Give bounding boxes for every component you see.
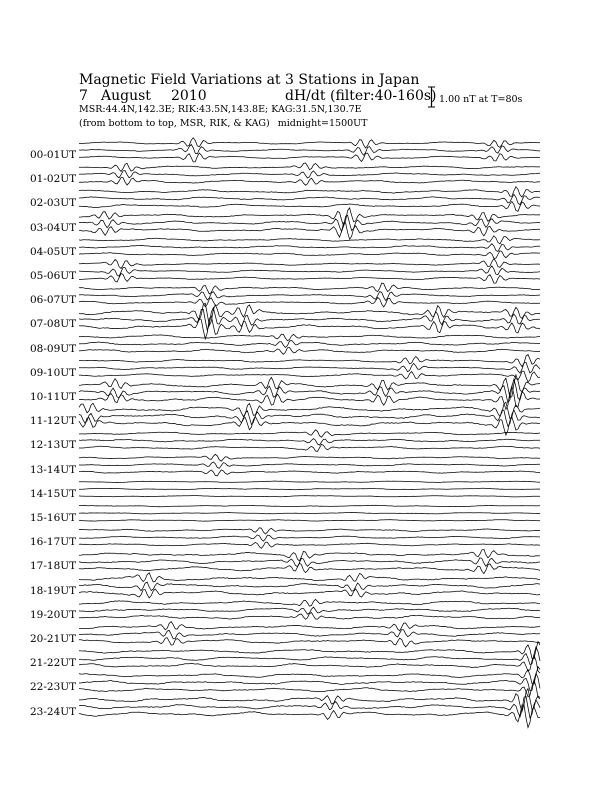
trace-04-05UT-MSR (79, 251, 540, 259)
trace-09-10UT-MSR (79, 371, 540, 382)
trace-01-02UT-KAG (79, 163, 540, 172)
trace-11-12UT-RIK (79, 410, 540, 426)
trace-09-10UT-RIK (79, 362, 540, 373)
trace-13-14UT-MSR (79, 470, 540, 476)
trace-00-01UT-KAG (79, 138, 540, 148)
trace-09-10UT-KAG (79, 355, 540, 367)
trace-01-02UT-RIK (79, 171, 540, 178)
trace-10-11UT-RIK (79, 379, 540, 402)
trace-18-19UT-RIK (79, 582, 540, 591)
hour-label: 22-23UT (30, 681, 77, 694)
trace-16-17UT-RIK (79, 535, 540, 541)
trace-04-05UT-RIK (79, 244, 540, 252)
trace-05-06UT-RIK (79, 266, 540, 276)
trace-11-12UT-KAG (79, 402, 540, 418)
trace-02-03UT-MSR (79, 202, 540, 212)
chart-title: Magnetic Field Variations at 3 Stations in Japan (79, 72, 420, 88)
trace-18-19UT-MSR (79, 589, 540, 598)
hour-label: 09-10UT (30, 366, 77, 379)
trace-10-11UT-MSR (79, 386, 540, 410)
trace-00-01UT-RIK (79, 144, 540, 155)
hour-label: 10-11UT (30, 391, 77, 403)
trace-10-11UT-KAG (79, 375, 540, 398)
hour-label: 15-16UT (30, 512, 77, 524)
trace-11-12UT-MSR (79, 417, 540, 435)
hour-label: 01-02UT (30, 173, 77, 186)
hour-label: 19-20UT (30, 608, 77, 621)
hour-label: 16-17UT (30, 536, 77, 549)
trace-02-03UT-RIK (79, 194, 540, 204)
hour-label: 04-05UT (30, 245, 77, 258)
trace-08-09UT-MSR (79, 348, 540, 355)
trace-20-21UT-KAG (79, 622, 540, 631)
trace-02-03UT-KAG (79, 187, 540, 197)
trace-16-17UT-MSR (79, 542, 540, 548)
hour-label: 06-07UT (30, 294, 77, 307)
trace-17-18UT-RIK (79, 558, 540, 567)
trace-06-07UT-RIK (79, 292, 540, 301)
trace-12-13UT-RIK (79, 439, 540, 446)
hour-label: 08-09UT (30, 342, 77, 355)
station-coordinates: MSR:44.4N,142.3E; RIK:43.5N,143.8E; KAG:31.5N,130.7E (79, 104, 362, 115)
trace-08-09UT-RIK (79, 340, 540, 347)
trace-19-20UT-KAG (79, 599, 540, 606)
trace-12-13UT-KAG (79, 430, 540, 437)
trace-06-07UT-KAG (79, 283, 540, 294)
trace-16-17UT-KAG (79, 528, 540, 534)
trace-22-23UT-MSR (79, 680, 540, 699)
hour-label: 14-15UT (30, 487, 77, 500)
trace-01-02UT-MSR (79, 178, 540, 186)
trace-15-16UT-MSR (79, 520, 540, 522)
trace-00-01UT-MSR (79, 153, 540, 162)
hour-label: 07-08UT (30, 318, 77, 331)
order-note: (from bottom to top, MSR, RIK, & KAG) (79, 118, 270, 129)
trace-05-06UT-KAG (79, 259, 540, 269)
trace-14-15UT-RIK (79, 488, 540, 490)
trace-20-21UT-MSR (79, 638, 540, 647)
trace-03-04UT-RIK (79, 215, 540, 231)
trace-21-22UT-KAG (79, 642, 540, 659)
trace-04-05UT-KAG (79, 236, 540, 244)
trace-12-13UT-MSR (79, 444, 540, 451)
trace-18-19UT-KAG (79, 573, 540, 582)
trace-13-14UT-RIK (79, 462, 540, 468)
hour-label: 21-22UT (30, 657, 77, 670)
hour-label: 23-24UT (30, 705, 77, 718)
hour-label: 00-01UT (30, 149, 77, 161)
trace-05-06UT-MSR (79, 274, 540, 284)
hour-label: 03-04UT (30, 221, 77, 234)
filter-label: (filter:40-160s) (330, 88, 437, 104)
date-year: 2010 (171, 88, 207, 104)
hour-label: 17-18UT (30, 560, 77, 573)
trace-14-15UT-KAG (79, 481, 540, 483)
hour-label: 18-19UT (30, 584, 77, 597)
hour-label: 12-13UT (30, 439, 77, 452)
trace-07-08UT-RIK (79, 308, 540, 331)
trace-20-21UT-RIK (79, 630, 540, 639)
trace-13-14UT-KAG (79, 454, 540, 461)
trace-17-18UT-KAG (79, 549, 540, 561)
trace-06-07UT-MSR (79, 297, 540, 307)
trace-15-16UT-RIK (79, 512, 540, 514)
trace-03-04UT-MSR (79, 223, 540, 240)
scale-label: 1.00 nT at T=80s (439, 94, 523, 105)
trace-08-09UT-KAG (79, 334, 540, 341)
hour-label: 05-06UT (30, 270, 77, 282)
trace-15-16UT-KAG (79, 505, 540, 506)
midnight-note: midnight=1500UT (277, 118, 368, 129)
hour-label: 11-12UT (30, 415, 77, 428)
hour-label: 02-03UT (30, 197, 77, 210)
hour-label: 20-21UT (30, 633, 77, 645)
trace-07-08UT-KAG (79, 303, 540, 325)
trace-14-15UT-MSR (79, 496, 540, 497)
date-day: 7 (79, 88, 88, 104)
quantity-label: dH/dt (285, 88, 326, 104)
trace-21-22UT-RIK (79, 647, 540, 665)
date-month: August (101, 88, 151, 104)
trace-19-20UT-MSR (79, 613, 540, 620)
trace-23-24UT-MSR (79, 705, 540, 728)
hour-label: 13-14UT (30, 463, 77, 476)
